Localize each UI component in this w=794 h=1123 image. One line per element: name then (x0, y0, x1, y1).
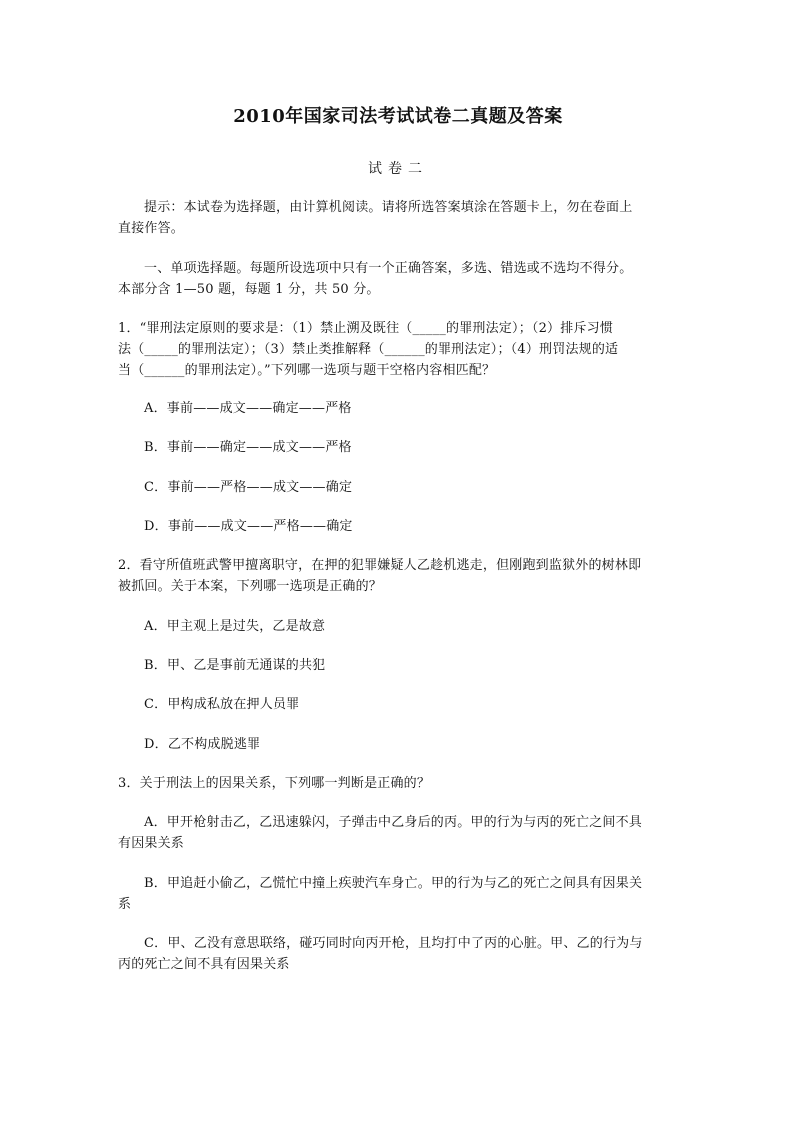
question-line: 2．看守所值班武警甲擅离职守，在押的犯罪嫌疑人乙趁机逃走，但刚跑到监狱外的树林即 (118, 558, 642, 573)
option-text: C．甲、乙没有意思联络，碰巧同时向丙开枪，且均打中了丙的心脏。甲、乙的行为与 (144, 936, 643, 951)
question-line: 法（_____的罪刑法定）；（3）禁止类推解释（______的罪刑法定）；（4）刑罚法规的适 (118, 342, 619, 357)
option-text: 有因果关系 (118, 836, 185, 851)
question-1-option-b (118, 437, 678, 458)
section-heading (118, 258, 678, 300)
instruction-line: 提示：本试卷为选择题，由计算机阅读。请将所选答案填涂在答题卡上，勿在卷面上 (144, 200, 633, 215)
question-line: 被抓回。关于本案，下列哪一选项是正确的？ (118, 579, 383, 594)
question-2 (118, 555, 678, 597)
option-text: C．甲构成私放在押人员罪 (144, 697, 300, 712)
question-2-option-b (118, 655, 678, 676)
question-line: 3．关于刑法上的因果关系，下列哪一判断是正确的？ (118, 776, 431, 791)
option-text: B．甲、乙是事前无通谋的共犯 (144, 658, 326, 673)
question-1-option-a (118, 398, 678, 419)
question-2-option-d (118, 734, 678, 755)
option-text: 丙的死亡之间不具有因果关系 (118, 957, 290, 972)
question-3-option-b (118, 873, 678, 915)
option-text: A．事前——成文——确定——严格 (144, 401, 352, 416)
option-text: B．事前——确定——成文——严格 (144, 440, 352, 455)
question-3 (118, 773, 678, 794)
option-text: C．事前——严格——成文——确定 (144, 480, 353, 495)
instruction-line: 直接作答。 (118, 221, 185, 236)
section-line: 一、单项选择题。每题所设选项中只有一个正确答案，多选、错选或不选均不得分。 (144, 261, 633, 276)
option-text: B．甲追赶小偷乙，乙慌忙中撞上疾驶汽车身亡。甲的行为与乙的死亡之间具有因果关 (144, 876, 643, 891)
question-2-option-c (118, 694, 678, 715)
question-line: 当（______的罪刑法定）。”下列哪一选项与题干空格内容相匹配？ (118, 363, 496, 378)
question-1 (118, 318, 678, 381)
option-text: A．甲开枪射击乙，乙迅速躲闪，子弹击中乙身后的丙。甲的行为与丙的死亡之间不具 (144, 815, 642, 830)
instruction-paragraph (118, 197, 678, 239)
question-line: 1．“罪刑法定原则的要求是：（1）禁止溯及既往（_____的罪刑法定）；（2）排斥习惯 (118, 321, 614, 336)
question-3-option-c (118, 933, 678, 975)
question-2-option-a (118, 616, 678, 637)
document-subtitle: 试卷二 (368, 161, 428, 177)
option-text: D．乙不构成脱逃罪 (144, 737, 261, 752)
option-text: 系 (118, 897, 132, 912)
option-text: A．甲主观上是过失，乙是故意 (144, 619, 326, 634)
option-text: D．事前——成文——严格——确定 (144, 519, 353, 534)
document-title: 2010年国家司法考试试卷二真题及答案 (233, 106, 563, 127)
question-1-option-d (118, 516, 678, 537)
question-1-option-c (118, 477, 678, 498)
question-3-option-a (118, 812, 678, 854)
section-line: 本部分含 1—50 题，每题 1 分，共 50 分。 (118, 282, 380, 297)
